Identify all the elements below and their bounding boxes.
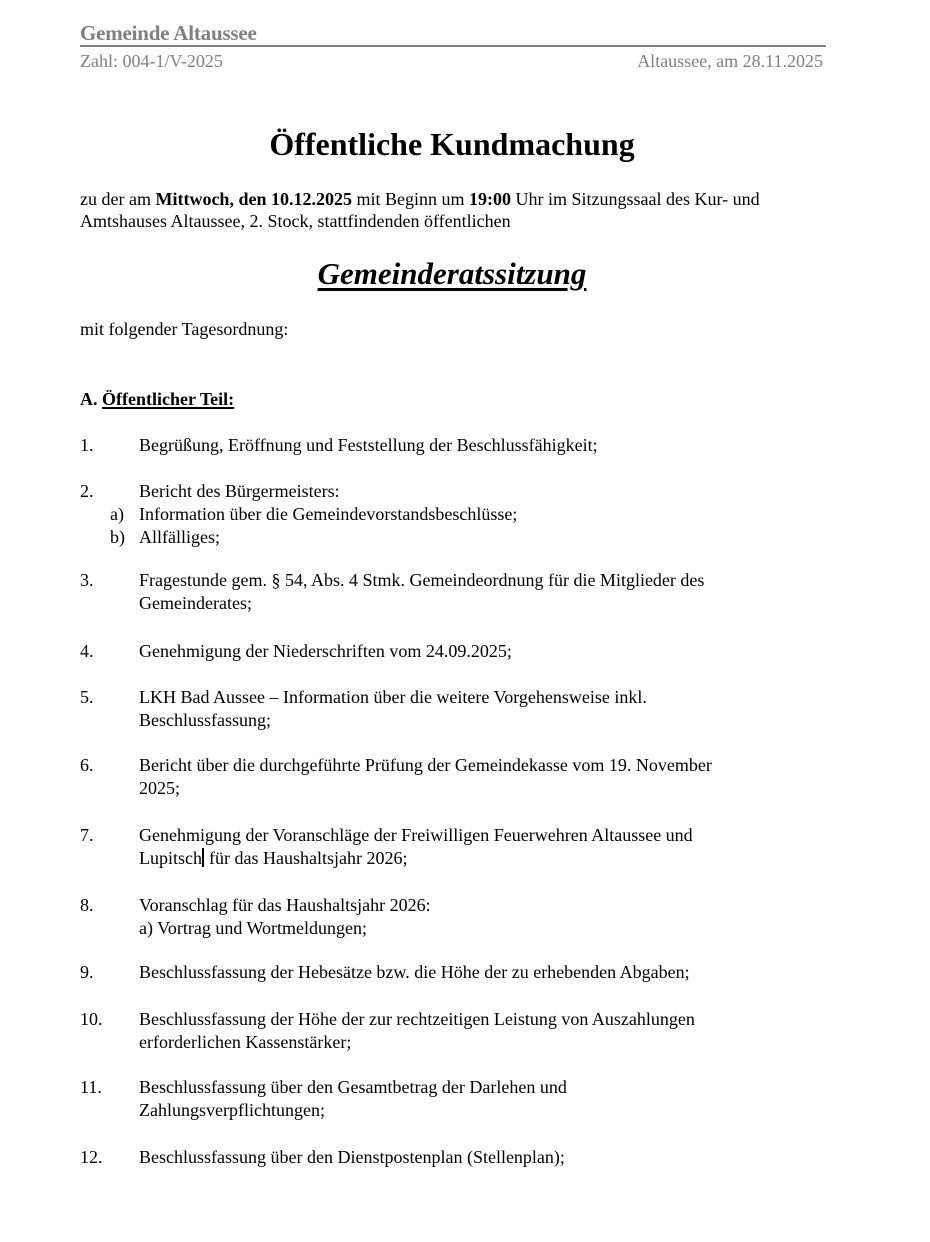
agenda-item-text-part: für das Haushaltsjahr 2026; [204,848,408,868]
agenda-subitem-label: a) [110,504,124,524]
agenda-item-number: 12. [80,1147,103,1167]
agenda-item [80,686,800,732]
agenda-item-text-continued: Beschlussfassung; [139,710,271,730]
meeting-type-heading [0,254,904,294]
agenda-item-text-continued: Zahlungsverpflichtungen; [139,1100,325,1120]
agenda-item-text: LKH Bad Aussee – Information über die weitere Vorgehensweise inkl. [139,687,647,707]
agenda-item-text-part: Lupitsch [139,848,202,868]
agenda-item [80,754,800,800]
agenda-subitem-text: Information über die Gemeindevorstandsbeschlüsse; [139,504,518,524]
agenda-item-number: 11. [80,1077,102,1097]
agenda-item-number: 2. [80,481,94,501]
agenda-item-number: 9. [80,962,94,982]
agenda-item-text: Fragestunde gem. § 54, Abs. 4 Stmk. Gemeindeordnung für die Mitglieder des [139,570,705,590]
agenda-item-number: 10. [80,1009,103,1029]
agenda-item-text-continued: Gemeinderates; [139,593,252,613]
agenda-item-text: Beschlussfassung über den Gesamtbetrag der Darlehen und [139,1077,567,1097]
agenda-item [80,480,800,549]
document-title: Öffentliche Kundmachung [269,126,635,162]
agenda-item-text-continued: 2025; [139,778,181,798]
header-divider [80,45,826,47]
agenda-item-text: Bericht über die durchgeführte Prüfung der Gemeindekasse vom 19. November [139,755,712,775]
header-reference-number: Zahl: 004-1/V-2025 [80,51,223,71]
agenda-item [80,1008,800,1054]
section-heading [80,388,234,410]
meeting-type-text: Gemeinderatssitzung [317,256,587,291]
agenda-item-number: 7. [80,825,94,845]
agenda-intro: mit folgender Tagesordnung: [80,319,289,339]
agenda-subitem-label: b) [110,527,125,547]
text-cursor [202,848,204,867]
intro-paragraph [80,188,800,232]
agenda-item [80,640,800,663]
header-organization: Gemeinde Altaussee [80,21,257,45]
agenda-item-text-continued [139,847,800,870]
intro-text-3: Uhr im Sitzungssaal des Kur- und Amtshauses Altaussee, 2. Stock, stattfindenden öffentlichen [80,189,760,231]
meeting-date: Mittwoch, den 10.12.2025 [155,189,352,209]
agenda-item [80,569,800,615]
agenda-item-text-continued: a) Vortrag und Wortmeldungen; [139,918,368,938]
agenda-item-number: 6. [80,755,94,775]
agenda-item-number: 8. [80,895,94,915]
agenda-item-text-continued: erforderlichen Kassenstärker; [139,1032,352,1052]
agenda-item-text: Beschlussfassung der Hebesätze bzw. die Höhe der zu erhebenden Abgaben; [139,962,690,982]
agenda-item [80,1146,800,1169]
agenda-item-text: Genehmigung der Niederschriften vom 24.09.2025; [139,641,512,661]
agenda-subitem-text: Allfälliges; [139,527,220,547]
agenda-item-number: 4. [80,641,94,661]
agenda-item-text: Beschlussfassung über den Dienstpostenplan (Stellenplan); [139,1147,565,1167]
intro-text-1: zu der am [80,189,156,209]
section-prefix: A. [80,389,102,409]
agenda-item [80,1076,800,1122]
agenda-item [80,434,800,457]
intro-text-2: mit Beginn um [351,189,469,209]
agenda-item-number: 5. [80,687,94,707]
agenda-item [80,894,800,940]
agenda-item-text: Bericht des Bürgermeisters: [139,481,340,501]
section-label: Öffentlicher Teil: [102,389,235,409]
agenda-item-text: Voranschlag für das Haushaltsjahr 2026: [139,895,431,915]
agenda-item-number: 1. [80,435,94,455]
agenda-item-text: Beschlussfassung der Höhe der zur rechtzeitigen Leistung von Auszahlungen [139,1009,695,1029]
agenda-subitem [110,526,800,549]
meeting-time: 19:00 [468,189,511,209]
agenda-item [80,961,800,984]
header-place-date: Altaussee, am 28.11.2025 [637,51,823,71]
agenda-item-text: Genehmigung der Voranschläge der Freiwilligen Feuerwehren Altaussee und [139,825,693,845]
agenda-subitem [110,503,800,526]
agenda-item [80,824,800,870]
agenda-item-text: Begrüßung, Eröffnung und Feststellung der Beschlussfähigkeit; [139,435,598,455]
agenda-item-number: 3. [80,570,94,590]
